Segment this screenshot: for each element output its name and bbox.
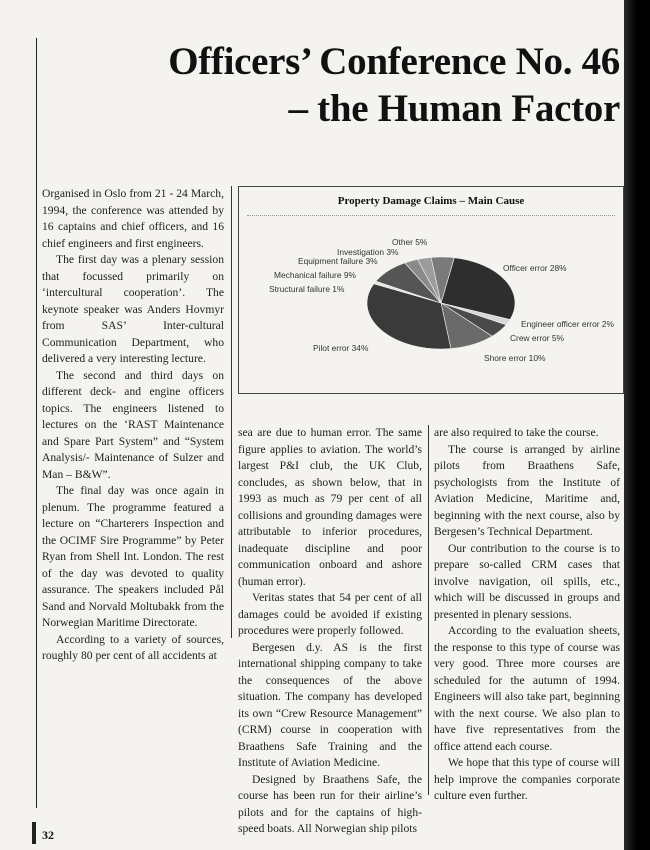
title-line-2: – the Human Factor (288, 87, 620, 130)
pie-slice-label: Structural failure 1% (269, 284, 345, 294)
text-column-3 (434, 425, 620, 805)
pie-slice-label: Officer error 28% (503, 263, 567, 273)
page-edge-dark (636, 0, 650, 850)
column-divider (428, 425, 429, 795)
paragraph: Veritas states that 54 per cent of all damages could be avoided if existing procedures were properly followed. (238, 591, 422, 637)
column-divider (231, 186, 232, 638)
pie-slice-label: Investigation 3% (337, 247, 399, 257)
paragraph: Organised in Oslo from 21 - 24 March, 1994, the conference was attended by 16 captains and chief officers, and 16 chief engineers and first engineers. (42, 187, 224, 250)
pie-slice-label: Shore error 10% (484, 353, 546, 363)
pie-slice-label: Mechanical failure 9% (274, 270, 356, 280)
article-title (168, 38, 620, 132)
chart-title: Property Damage Claims – Main Cause (337, 195, 525, 207)
paragraph: sea are due to human error. The same figure applies to aviation. The world’s largest P&I club, the UK Club, concludes, as shown below, that in 1993 as much as 79 per cent of all collisions and grounding damages were attributable to inferior procedures, inadequate discipline and poor communication onboard and ashore (human error). (238, 426, 422, 588)
paragraph: We hope that this type of course will help improve the companies corporate culture even further. (434, 756, 620, 802)
paragraph: According to a variety of sources, roughly 80 per cent of all accidents at (42, 632, 224, 662)
pie-slice-label: Equipment failure 3% (298, 256, 378, 266)
paragraph: Designed by Braathens Safe, the course has been run for their airline’s pilots and for the captains of high-speed boats. All Norwegian ship pilots (238, 772, 422, 835)
left-vertical-rule (36, 38, 37, 808)
pie-chart (239, 187, 623, 393)
title-line-1: Officers’ Conference No. 46 (168, 40, 620, 83)
paragraph: The first day was a plenary session that focussed primarily on ‘intercultural cooperation’. The keynote speaker was Anders Hovmyr from SAS’ Inter-cultural Communication Department, who delivered a very interesting lecture. (42, 253, 224, 365)
text-column-1 (42, 186, 224, 665)
pie-slice-label: Other 5% (392, 237, 428, 247)
pie-chart-box (238, 186, 624, 394)
text-column-2 (238, 425, 422, 838)
pie-slice-label: Pilot error 34% (313, 343, 369, 353)
paragraph: are also required to take the course. (434, 426, 599, 439)
footer-bar (32, 822, 36, 844)
paragraph: The second and third days on different deck- and engine officers topics. The engineers listened to lectures on the ‘RAST Maintenance and Spare Part System” and “System Analysis/- Maintenance of Sulzer and Man – B&W”. (42, 368, 224, 481)
paragraph: Bergesen d.y. AS is the first international shipping company to take the consequences of the above situation. The company has developed its own “Crew Resource Management” (CRM) course in cooperation with Braathens Safe Training and the Institute of Aviation Medicine. (238, 640, 422, 769)
paragraph: The course is arranged by airline pilots from Braathens Safe, psychologists from the Institute of Aviation Medicine, Maritime and, beginning with the next course, also by Bergesen’s Technical Department. (434, 442, 620, 538)
pie-slice-label: Crew error 5% (510, 333, 564, 343)
page-number: 32 (42, 828, 54, 842)
paragraph: The final day was once again in plenum. The programme featured a lecture on “Charterers Inspection and the OCIMF Sire Programme” by Peter Ryan from Shell Int. London. The rest of the day was devoted to quality assurance. The speakers included Pål Sand and Norvald Moltubakk from the Norwegian Maritime Directorate. (42, 484, 224, 629)
paragraph: According to the evaluation sheets, the response to this type of course was very good. Three more courses are scheduled for the autumn of 1994. Engineers will also take part, beginning with the next course. We also plan to have five representatives from the office attend each course. (434, 624, 620, 753)
pie-slice-label: Engineer officer error 2% (521, 319, 614, 329)
paragraph: Our contribution to the course is to prepare so-called CRM cases that involve navigation, oil spills, etc., which will be discussed in groups and presented in plenary sessions. (434, 541, 620, 621)
